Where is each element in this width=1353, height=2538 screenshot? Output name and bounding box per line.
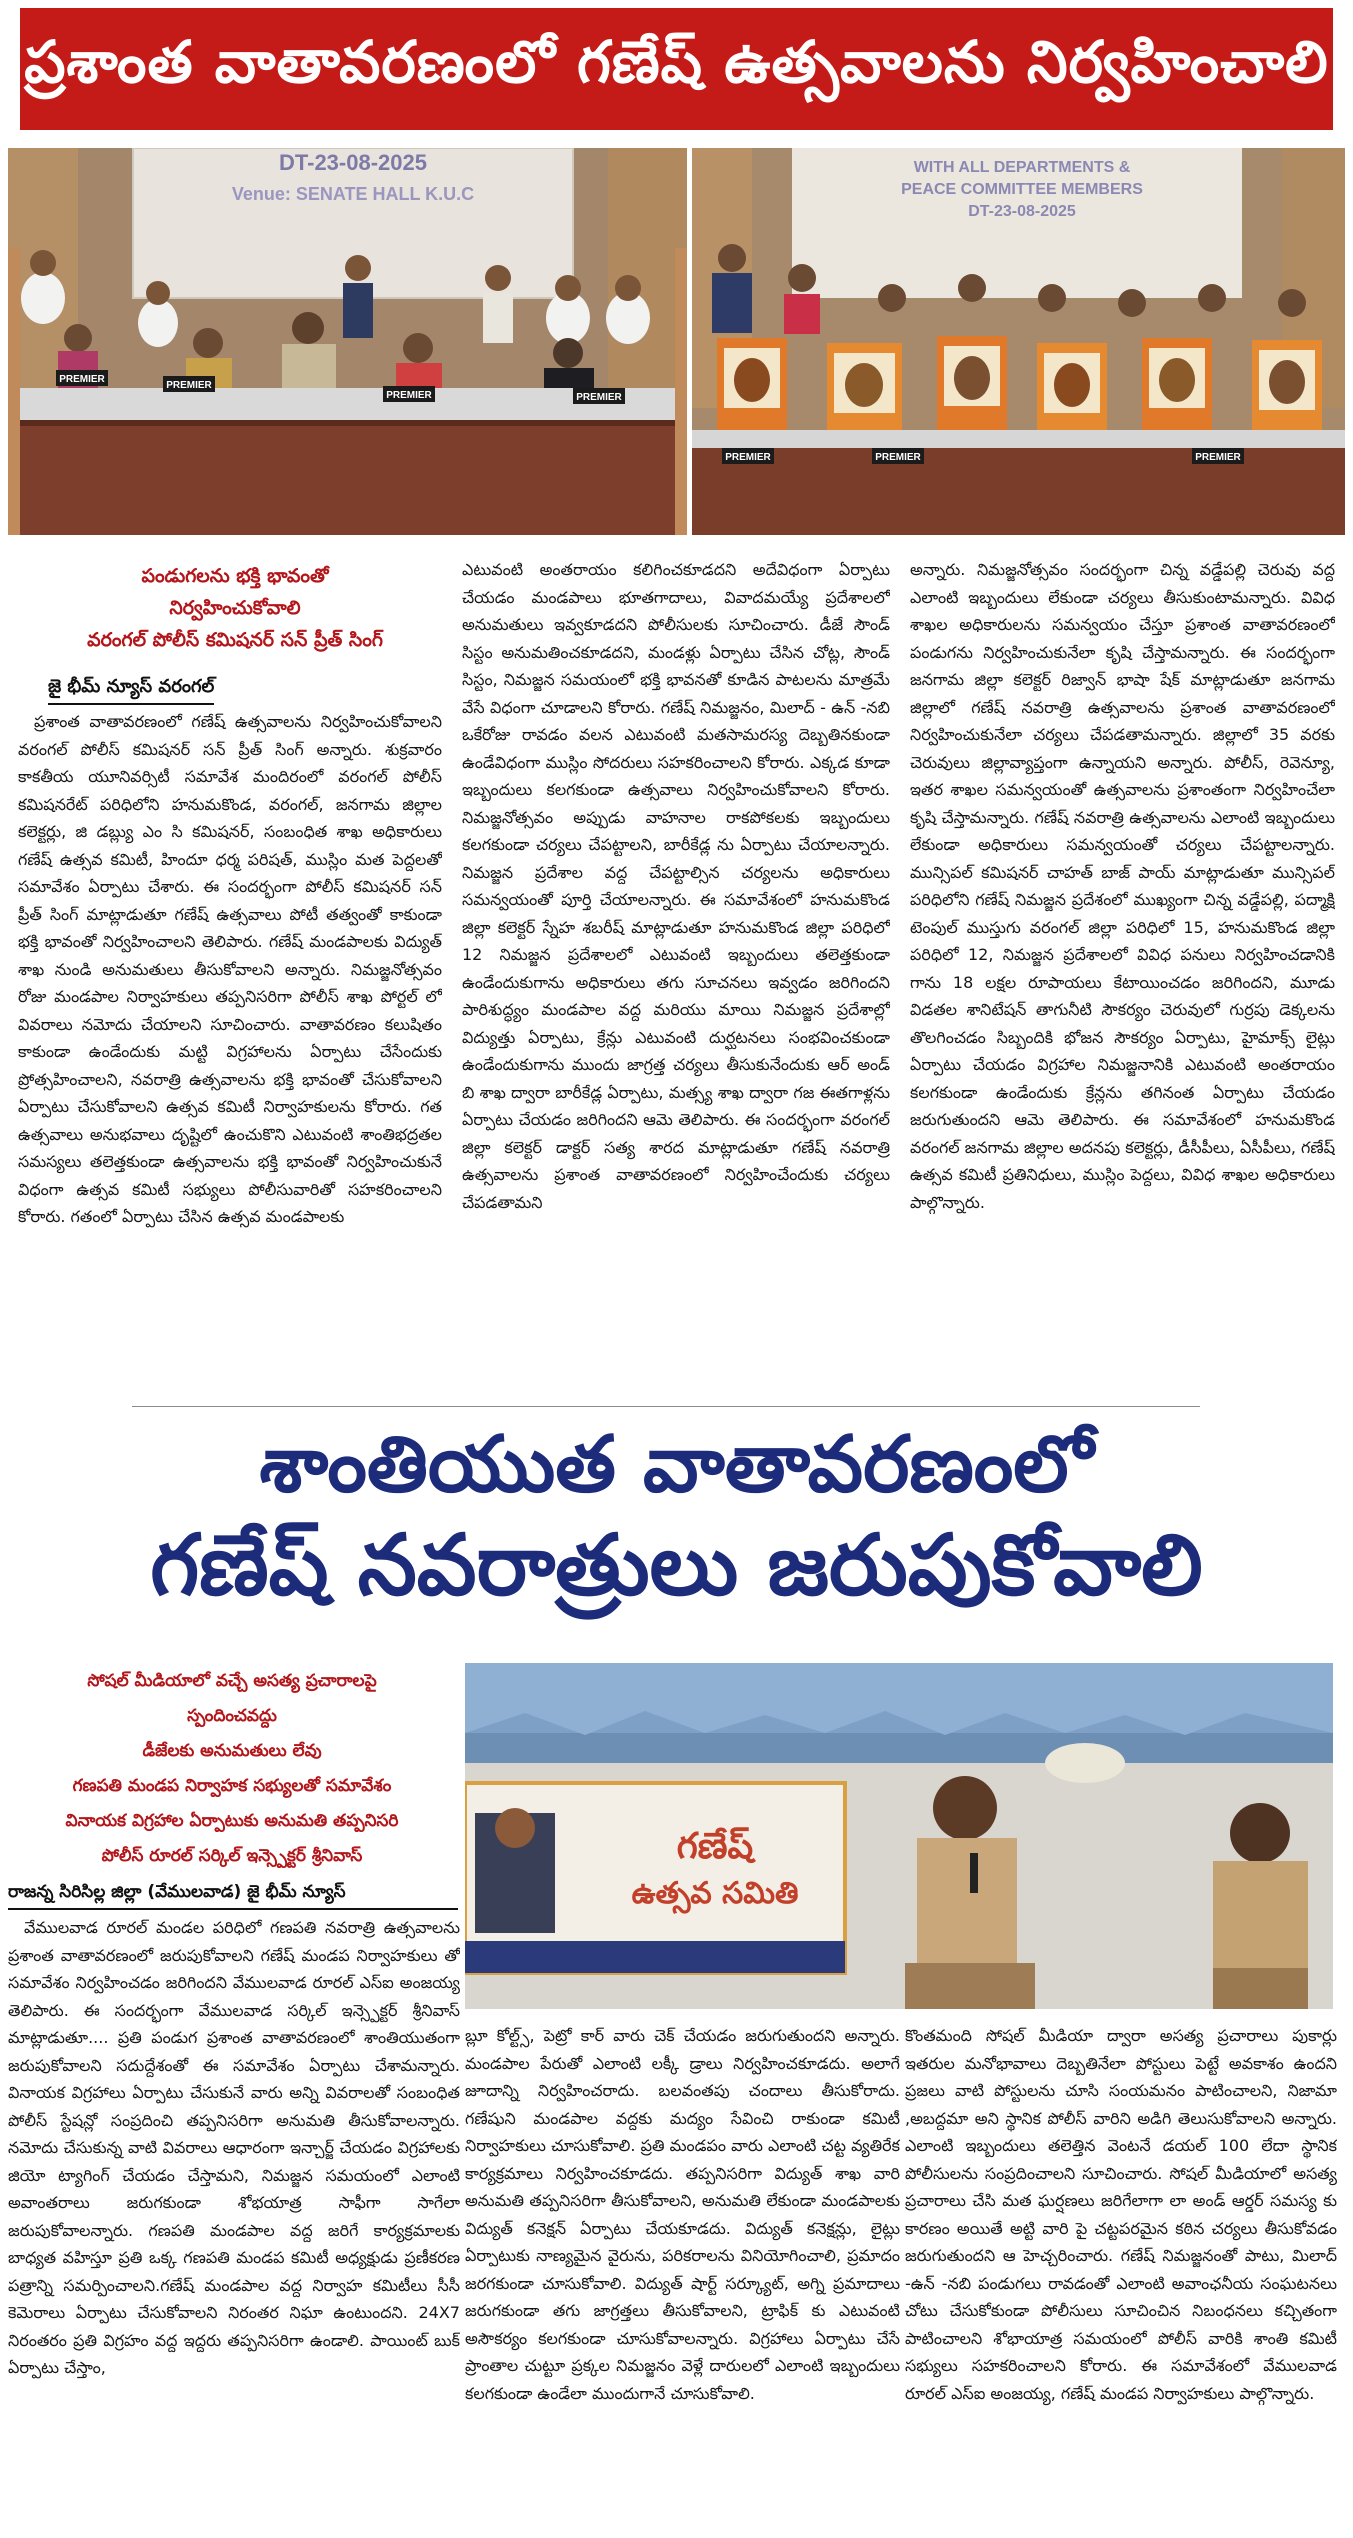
photo-left-banner-date: DT-23-08-2025 bbox=[279, 150, 427, 175]
article2-subhead-5: వినాయక విగ్రహాల ఏర్పాటుకు అనుమతి తప్పనిసరి bbox=[65, 1811, 399, 1831]
photo-left-nameplate-3: PREMIER bbox=[386, 390, 432, 401]
article1-byline: జై భీమ్ న్యూస్ వరంగల్ bbox=[48, 676, 214, 705]
photo-left-nameplate-2: PREMIER bbox=[166, 380, 212, 391]
article1-headline: ప్రశాంత వాతావరణంలో గణేష్ ఉత్సవాలను నిర్వహించాలి bbox=[20, 8, 1333, 130]
article1-column-1 bbox=[18, 708, 442, 1378]
article-divider bbox=[132, 1406, 1200, 1407]
photo-right-banner-line1: WITH ALL DEPARTMENTS & bbox=[913, 159, 1131, 176]
article2-photo-banner-line1: గణేష్ bbox=[676, 1826, 754, 1867]
photo-left-banner-venue: Venue: SENATE HALL K.U.C bbox=[231, 184, 475, 204]
article2-subhead-6: పోలీస్ రూరల్ సర్కిల్ ఇన్స్పెక్టర్ శ్రీనివాస్ bbox=[101, 1846, 363, 1866]
article1-subhead-3: వరంగల్ పోలీస్ కమిషనర్ సన్ ప్రీత్ సింగ్ bbox=[87, 629, 383, 651]
article1-photo-left bbox=[8, 148, 687, 535]
article2-column-3 bbox=[905, 2022, 1337, 2538]
article2-subhead-1: సోషల్ మీడియాలో వచ్చే అసత్య ప్రచారాలపై bbox=[87, 1671, 377, 1691]
article1-subhead-2: నిర్వహించుకోవాలి bbox=[169, 597, 301, 619]
photo-right-nameplate-3: PREMIER bbox=[1195, 452, 1241, 463]
article2-subhead-2: స్పందించవద్దు bbox=[187, 1706, 277, 1726]
article1-subheads bbox=[20, 560, 450, 656]
photo-left-nameplate-1: PREMIER bbox=[59, 374, 105, 385]
article2-subhead-4: గణపతి మండప నిర్వాహక సభ్యులతో సమావేశం bbox=[72, 1776, 392, 1796]
article2-headline-line1: శాంతియుత వాతావరణంలో bbox=[259, 1420, 1094, 1510]
photo-right-nameplate-2: PREMIER bbox=[875, 452, 921, 463]
article2-column-1 bbox=[8, 1914, 460, 2538]
article2-subheads bbox=[6, 1664, 458, 1874]
article2-column-3-text: కొంతమంది సోషల్ మీడియా ద్వారా అసత్య ప్రచారాలు పుకార్లు ఇతరుల మనోభావాలు దెబ్బతినేలా పోస్టులు పెట్టే అవకాశం ఉందని ప్రజలు వాటి పోస్టులను చూసి సంయమనం పాటించాలని, నిజామా ,అబద్దమా అని స్థానిక పోలీస్ వారిని అడిగి తెలుసుకోవాలని అన్నారు. ఎలాంటి ఇబ్బందులు తలెత్తిన వెంటనే డయల్ 100 లేదా స్థానిక పోలీసులను సంప్రదించాలని సూచించారు. సోషల్ మీడియాలో అసత్య ప్రచారాలు చేసి మత ఘర్షణలు జరిగేలాగా లా అండ్ ఆర్డర్ సమస్య కు కారణం అయితే అట్టి వారి పై చట్టపరమైన కఠిన చర్యలు తీసుకోవడం జరుగుతుందని ఆ హెచ్చరించారు. గణేష్ నిమజ్జనంతో పాటు, మిలాద్ -ఉన్ -నబి పండుగలు రావడంతో ఎలాంటి అవాంఛనీయ సంఘటనలు చోటు చేసుకోకుండా పోలీసులు సూచించిన నిబంధనలు కచ్చితంగా పాటించాలని శోభాయాత్ర సమయంలో పోలీస్ వారికి శాంతి కమిటీ సభ్యులు సహకరించాలని కోరారు. ఈ సమావేశంలో వేములవాడ రూరల్ ఎస్ఐ అంజయ్య, గణేష్ మండప నిర్వాహకులు పాల్గొన్నారు. bbox=[905, 2026, 1337, 2403]
article2-photo bbox=[465, 1663, 1333, 2009]
article1-column-2-text: ఎటువంటి అంతరాయం కలిగించకూడదని అదేవిధంగా ఏర్పాటు చేయడం మండపాలు భూతగాదాలు, వివాదమయ్యే ప్రదేశాలలో అనుమతులు ఇవ్వకూడదని పోలీసులకు సూచించారు. డీజే సౌండ్ సిస్టం అనుమతించకూడదని, మండళ్లు ఏర్పాటు చేసిన చోట్ల, సౌండ్ సిస్టం, నిమజ్జన సమయంలో భక్తి భావనతో కూడిన పాటలను మాత్రమే వేసే విధంగా చూడాలని కోరారు. గణేష్ నిమజ్జనం, మిలాద్ - ఉన్ -నబి ఒకేరోజు రావడం వలన ఎటువంటి మతసామరస్య దెబ్బతినకుండా ఉండేవిధంగా ముస్లిం సోదరులు సహకరించాలని కోరారు. ఎక్కడ కూడా ఇబ్బందులు కలగకుండా ఉత్సవాలు నిర్వహించుకోవాలని కోరారు. నిమజ్జనోత్సవం అప్పుడు వాహనాల రాకపోకలకు ఇబ్బందులు కలగకుండా చర్యలు చేపట్టాలని, బారీకేడ్ల ను ఏర్పాటు చేయాలన్నారు. నిమజ్జన ప్రదేశాల వద్ద చేపట్టాల్సిన చర్యలను అధికారులు సమన్వయంతో పూర్తి చేయాలన్నారు. ఈ సమావేశంలో హనుమకొండ జిల్లా కలెక్టర్ స్నేహ శబరీష్ మాట్లాడుతూ హనుమకొండ జిల్లా పరిధిలో 12 నిమజ్జన ప్రదేశాలలో ఎటువంటి ఇబ్బందులు తలెత్తకుండా ఉండేందుకుగాను అధికారులు తగు సూచనలు ఇవ్వడం జరిగిందని పారిశుద్ధ్యం మండపాల వద్ద మరియు మాయి నిమజ్జన ప్రదేశాల్లో విద్యుత్తు ఏర్పాటు, క్రేన్లు ఎటువంటి దుర్ఘటనలు సంభవించకుండా ఉండేందుకుగాను ముందు జాగ్రత్త చర్యలు తీసుకునేందుకు ఆర్ అండ్ బి శాఖ ద్వారా బారీకేడ్ల ఏర్పాటు, మత్స్య శాఖ ద్వారా గజ ఈతగాళ్లను ఏర్పాటు చేయడం జరిగిందని ఆమె తెలిపారు. ఈ సందర్భంగా వరంగల్ జిల్లా కలెక్టర్ డాక్టర్ సత్య శారద మాట్లాడుతూ గణేష్ నవరాత్రి ఉత్సవాలను ప్రశాంత వాతావరణంలో నిర్వహించేందుకు చర్యలు చేపడతామని bbox=[462, 560, 890, 1212]
article2-column-1-text: వేములవాడ రూరల్ మండల పరిధిలో గణపతి నవరాత్రి ఉత్సవాలను ప్రశాంత వాతావరణంలో జరుపుకోవాలని గణేష్ మండప నిర్వాహకులు తో సమావేశం నిర్వహించడం జరిగిందని వేములవాడ రూరల్ ఎస్ఐ అంజయ్య తెలిపారు. ఈ సందర్భంగా వేములవాడ సర్కిల్ ఇన్స్పెక్టర్ శ్రీనివాస్ మాట్లాడుతూ.... ప్రతి పండుగ ప్రశాంత వాతావరణంలో శాంతియుతంగా జరుపుకోవాలని సదుద్దేశంతో ఈ సమావేశం ఏర్పాటు చేశామన్నారు. వినాయక విగ్రహాలు ఏర్పాటు చేసుకునే వారు అన్ని వివరాలతో సంబంధిత పోలీస్ స్టేషన్లో సంప్రదించి తప్పనిసరిగా అనుమతి తీసుకోవాలన్నారు. నమోదు చేసుకున్న వాటి వివరాలు ఆధారంగా ఇన్చార్జ్ చేయడం విగ్రహాలకు జియో ట్యాగింగ్ చేయడం చేస్తామని, నిమజ్జన సమయంలో ఎలాంటి అవాంతరాలు జరుగకుండా శోభయాత్ర సాఫీగా సాగేలా జరుపుకోవాలన్నారు. గణపతి మండపాల వద్ద జరిగే కార్యక్రమాలకు బాధ్యత వహిస్తూ ప్రతి ఒక్క గణపతి మండప కమిటీ అధ్యక్షుడు ప్రణీకరణ పత్రాన్ని సమర్పించాలని.గణేష్ మండపాల వద్ద నిర్వాహ కమిటీలు సీసీ కెమెరాలు ఏర్పాటు చేసుకోవాలని నిరంతర నిఘా ఉంటుందని. 24X7 నిరంతరం ప్రతి విగ్రహం వద్ద ఇద్దరు తప్పనిసరిగా ఉండాలి. పాయింట్ బుక్ ఏర్పాటు చేస్తాం, bbox=[8, 1918, 460, 2377]
photo-right-banner-line2: PEACE COMMITTEE MEMBERS bbox=[901, 181, 1143, 198]
article2-column-2 bbox=[465, 2022, 900, 2538]
article1-column-3-text: అన్నారు. నిమజ్జనోత్సవం సందర్భంగా చిన్న వడ్డేపల్లి చెరువు వద్ద ఎలాంటి ఇబ్బందులు లేకుండా చర్యలు తీసుకుంటామన్నారు. వివిధ శాఖల అధికారులను సమన్వయం చేస్తూ ప్రశాంత వాతావరణంలో పండుగను నిర్వహించుకునేలా కృషి చేస్తామన్నారు. ఈ సందర్భంగా జనగామ జిల్లా కలెక్టర్ రిజ్వాన్ భాషా షేక్ మాట్లాడుతూ జనగామ జిల్లాలో గణేష్ నవరాత్రి ఉత్సవాలను ప్రశాంత వాతావరణంలో నిర్వహించుకునేలా చర్యలు చేపడతామన్నారు. జిల్లాలో 35 వరకు చెరువులు జిల్లావ్యాప్తంగా ఉన్నాయని అన్నారు. పోలీస్, రెవెన్యూ, ఇతర శాఖల సమన్వయంతో ఉత్సవాలను ప్రశాంతంగా నిర్వహించేలా కృషి చేస్తామన్నారు. గణేష్ నవరాత్రి ఉత్సవాలను ఎలాంటి ఇబ్బందులు లేకుండా అధికారులు సమన్వయంతో చర్యలు చేపట్టాలన్నారు. మున్సిపల్ కమిషనర్ చాహత్ బాజ్ పాయ్ మాట్లాడుతూ మున్సిపల్ పరిధిలోని గణేష్ నిమజ్జన ప్రదేశంలో ముఖ్యంగా చిన్న వడ్డేపల్లి, పద్మాక్షి టెంపుల్ ముస్తుగు వరంగల్ జిల్లా పరిధిలో 15, హనుమకొండ జిల్లా పరిధిలో 12, నిమజ్జన ప్రదేశాలలో వివిధ పనులు నిర్వహించడానికి గాను 18 లక్షల రూపాయలు కేటాయించడం జరిగిందని, మూడు విడతల శానిటేషన్ తాగునీటి సౌకర్యం చెరువులో గుర్రపు డెక్కలను తొలగించడం సిబ్బందికి భోజన సౌకర్యం ఏర్పాటు, హైమాక్స్ లైట్లు ఏర్పాటు చేయడం విగ్రహాల నిమజ్జనానికి ఎటువంటి అంతరాయం కలగకుండా ఉండేందుకు క్రేన్లను తగినంత ఏర్పాటు చేయడం జరుగుతుందని ఆమె తెలిపారు. ఈ సమావేశంలో హనుమకొండ వరంగల్ జనగామ జిల్లాల అదనపు కలెక్టర్లు, డీసీపీలు, ఏసీపీలు, గణేష్ ఉత్సవ కమిటీ ప్రతినిధులు, ముస్లిం పెద్దలు, వివిధ శాఖల అధికారులు పాల్గొన్నారు. bbox=[910, 560, 1335, 1212]
article2-column-2-text: బ్లూ కోల్ట్స్, పెట్రో కార్ వారు చెక్ చేయడం జరుగుతుందని అన్నారు. మండపాల పేరుతో ఎలాంటి లక్కీ డ్రాలు నిర్వహించకూడదు. అలాగే జూదాన్ని నిర్వహించరాదు. బలవంతపు చందాలు తీసుకోరాదు. గణేషుని మండపాల వద్దకు మద్యం సేవించి రాకుండా కమిటీ నిర్వాహకులు చూసుకోవాలి. ప్రతి మండపం వారు ఎలాంటి చట్ట వ్యతిరేక కార్యక్రమాలు నిర్వహించకూడదు. తప్పనిసరిగా విద్యుత్ శాఖ వారి అనుమతి తప్పనిసరిగా తీసుకోవాలని, అనుమతి లేకుండా మండపాలకు విద్యుత్ కనెక్షన్ ఏర్పాటు చేయకూడదు. విద్యుత్ కనెక్షన్లు, లైట్లు ఏర్పాటుకు నాణ్యమైన వైరును, పరికరాలను వినియోగించాలి, ప్రమాదం జరగకుండా చూసుకోవాలి. విద్యుత్ షార్ట్ సర్క్యూట్, అగ్ని ప్రమాదాలు జరుగకుండా తగు జాగ్రత్తలు తీసుకోవాలని, ట్రాఫిక్ కు ఎటువంటి అసౌకర్యం కలగకుండా చూసుకోవాలన్నారు. విగ్రహాలు ఏర్పాటు చేసే ప్రాంతాల చుట్టూ ప్రక్కల నిమజ్జనం వెళ్లే దారులలో ఎలాంటి ఇబ్బందులు కలగకుండా ఉండేలా ముందుగానే చూసుకోవాలి. bbox=[465, 2026, 900, 2403]
article1-column-2 bbox=[462, 556, 890, 1378]
article1-column-1-text: ప్రశాంత వాతావరణంలో గణేష్ ఉత్సవాలను నిర్వహించుకోవాలని వరంగల్ పోలీస్ కమిషనర్ సన్ ప్రీత్ సింగ్ అన్నారు. శుక్రవారం కాకతీయ యూనివర్సిటీ సమావేశ మందిరంలో వరంగల్ పోలీస్ కమిషనరేట్ పరిధిలోని హనుమకొండ, వరంగల్, జనగామ జిల్లాల కలెక్టర్లు, జి డబ్ల్యు ఎం సి కమిషనర్, సంబంధిత శాఖ అధికారులు గణేష్ ఉత్సవ కమిటీ, హిందూ ధర్మ పరిషత్, ముస్లిం మత పెద్దలతో సమావేశం ఏర్పాటు చేశారు. ఈ సందర్భంగా పోలీస్ కమిషనర్ సన్ ప్రీత్ సింగ్ మాట్లాడుతూ గణేష్ ఉత్సవాలు పోటీ తత్వంతో కాకుండా భక్తి భావంతో నిర్వహించాలని తెలిపారు. గణేష్ మండపాలకు విద్యుత్ శాఖ నుండి అనుమతులు తీసుకోవాలని అన్నారు. నిమజ్జనోత్సవం రోజు మండపాల నిర్వాహకులు తప్పనిసరిగా పోలీస్ శాఖ పోర్టల్ లో వివరాలు నమోదు చేయాలని సూచించారు. వాతావరణం కలుషితం కాకుండా ఉండేందుకు మట్టి విగ్రహాలను ఏర్పాటు చేసేందుకు ప్రోత్సహించాలని, నవరాత్రి ఉత్సవాలను భక్తి భావంతో చేసుకోవాలని ఏర్పాటు చేసుకోవాలని ఉత్సవ కమిటీ నిర్వాహకులను కోరారు. గత ఉత్సవాలు అనుభవాలు దృష్టిలో ఉంచుకొని ఎటువంటి శాంతిభద్రతల సమస్యలు తలెత్తకుండా ఉత్సవాలను భక్తి భావంతో నిర్వహించుకునే విధంగా ఉత్సవ కమిటీ సభ్యులు పోలీసువారితో సహకరించాలని కోరారు. గతంలో ఏర్పాటు చేసిన ఉత్సవ మండపాలకు bbox=[18, 712, 442, 1226]
photo-right-nameplate-1: PREMIER bbox=[725, 452, 771, 463]
article1-photo-right bbox=[692, 148, 1345, 535]
article2-byline: రాజన్న సిరిసిల్ల జిల్లా (వేములవాడ) జై భీమ్ న్యూస్ bbox=[8, 1882, 458, 1910]
photo-right-banner-line3: DT-23-08-2025 bbox=[968, 203, 1076, 220]
article1-column-3 bbox=[910, 556, 1335, 1378]
article2-subhead-3: డీజేలకు అనుమతులు లేవు bbox=[142, 1741, 322, 1761]
photo-left-nameplate-4: PREMIER bbox=[576, 392, 622, 403]
article2-headline-line2: గణేష్ నవరాత్రులు జరుపుకోవాలి bbox=[150, 1516, 1203, 1614]
article2-photo-banner-line2: ఉత్సవ సమితి bbox=[631, 1876, 799, 1911]
article1-subhead-1: పండుగలను భక్తి భావంతో bbox=[141, 565, 329, 587]
